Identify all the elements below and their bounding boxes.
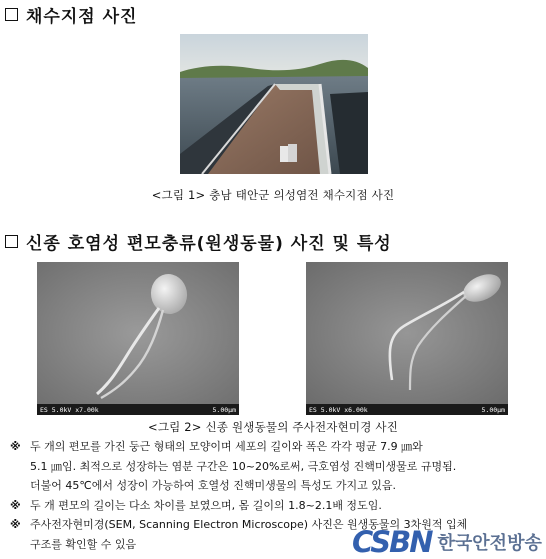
section-title: 채수지점 사진 <box>26 7 138 27</box>
salt-pond-photo <box>180 34 368 174</box>
sem-scale: 5.00μm <box>481 405 505 414</box>
sem-scale: 5.00μm <box>212 405 236 414</box>
bullet-marker: ※ <box>10 498 21 512</box>
bullet-text: 두 개의 편모를 가진 둥근 형태의 모양이며 세포의 길이와 폭은 각각 평균 7.9 ㎛와 <box>30 440 423 453</box>
section-heading-sampling-site <box>5 2 137 27</box>
list-item <box>10 496 540 516</box>
sem-image-left <box>37 262 239 415</box>
sem-image-right <box>306 262 508 415</box>
broadcaster-logo <box>352 525 546 559</box>
sem-info-bar <box>37 404 239 415</box>
bullet-marker: ※ <box>10 440 21 453</box>
sem-info-bar <box>306 404 508 415</box>
salt-pond-image <box>180 34 368 174</box>
section-title: 신종 호염성 편모충류(원생동물) 사진 및 특성 <box>26 234 392 254</box>
sem-label: ES 5.0kV x7.00k <box>40 405 99 414</box>
bullet-continuation: 구조를 확인할 수 있음 <box>30 537 137 551</box>
sem-label: ES 5.0kV x6.00k <box>309 405 368 414</box>
bullet-marker: ※ <box>10 518 21 531</box>
flagellate-sem-left <box>37 262 239 404</box>
figure2-caption: <그림 2> 신종 원생동물의 주사전자현미경 사진 <box>147 420 399 434</box>
checkbox-square-icon <box>5 8 18 21</box>
checkbox-square-icon <box>5 235 18 248</box>
list-item <box>10 437 540 457</box>
figure1-caption: <그림 1> 충남 태안군 의성염전 채수지점 사진 <box>151 188 395 202</box>
bullet-text: 주사전자현미경(SEM, Scanning Electron Microscope) 사진은 원생동물의 3차원적 입체 <box>30 518 468 531</box>
logo-mark: CSBN <box>352 525 432 559</box>
bullet-continuation: 더불어 45℃에서 성장이 가능하여 호열성 진핵미생물의 특성도 가지고 있음. <box>30 479 396 492</box>
bullet-text: 두 개 편모의 길이는 다소 차이를 보였으며, 몸 길이의 1.8~2.1배 정도임. <box>30 498 382 512</box>
bullet-continuation: 5.1 ㎛임. 최적으로 성장하는 염분 구간은 10~20%로써, 극호염성 진핵미생물로 규명됨. <box>30 459 457 473</box>
section-heading-protozoa <box>5 229 392 254</box>
flagellate-sem-right <box>306 262 508 404</box>
logo-text: 한국안전방송 <box>437 533 542 554</box>
